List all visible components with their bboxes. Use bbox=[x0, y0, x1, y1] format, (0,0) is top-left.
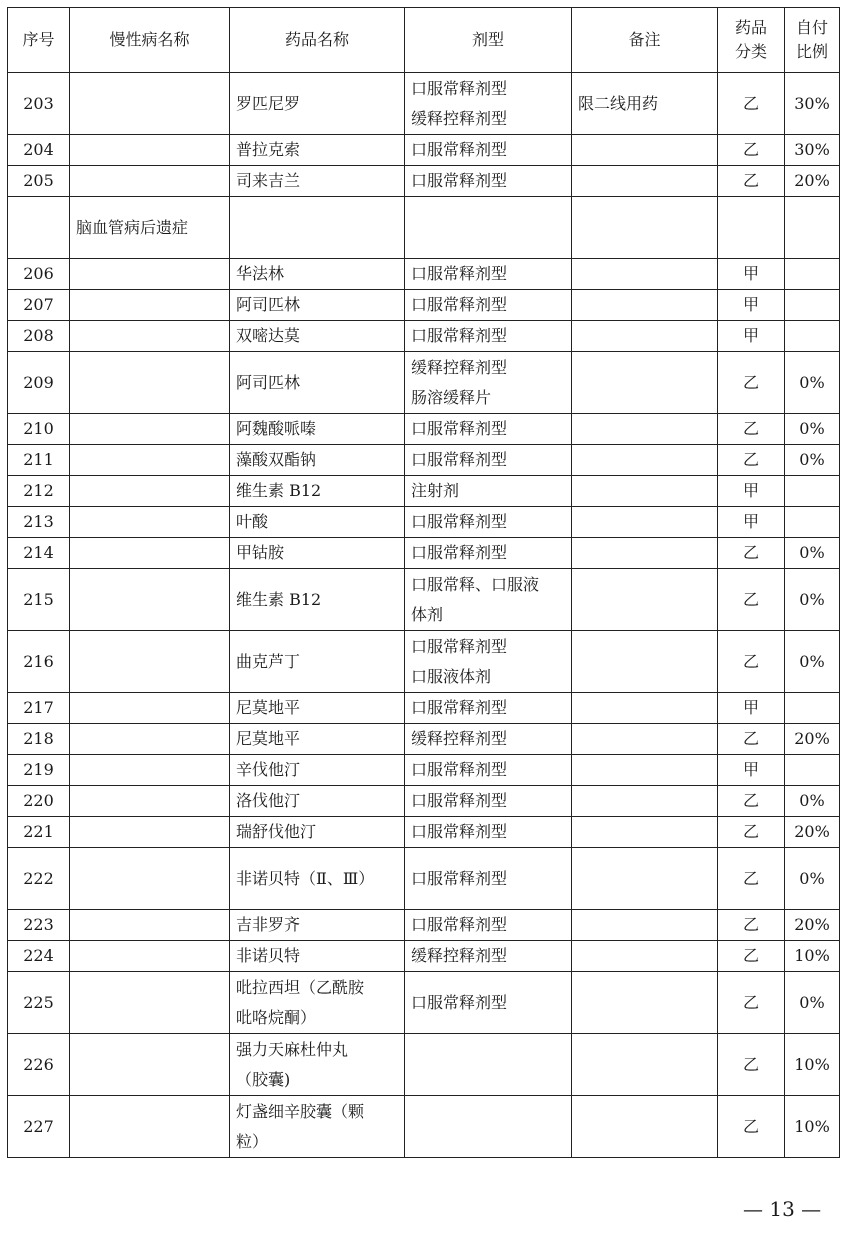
header-drug-name: 药品名称 bbox=[230, 8, 405, 73]
copay-ratio-cell bbox=[785, 693, 840, 724]
dosage-form-cell bbox=[405, 321, 572, 352]
row-number-cell: 203 bbox=[8, 73, 70, 135]
table-row bbox=[8, 786, 840, 817]
drug-class-cell: 乙 bbox=[718, 817, 785, 848]
drug-class-cell: 甲 bbox=[718, 755, 785, 786]
dosage-form-cell-line: 体剂 bbox=[411, 604, 444, 624]
dosage-form-cell bbox=[405, 352, 572, 414]
table-body bbox=[8, 73, 840, 1158]
drug-name-cell bbox=[230, 135, 405, 166]
note-cell bbox=[572, 941, 718, 972]
header-no: 序号 bbox=[8, 8, 70, 73]
dosage-form-cell-line: 口服常释剂型 bbox=[411, 760, 508, 779]
header-drug-class-line: 药品 bbox=[734, 18, 767, 37]
row-number-cell: 211 bbox=[8, 445, 70, 476]
disease-name-cell bbox=[70, 755, 230, 786]
note-cell bbox=[572, 166, 718, 197]
dosage-form-cell bbox=[405, 290, 572, 321]
drug-class-cell: 乙 bbox=[718, 724, 785, 755]
copay-ratio-cell: 0% bbox=[785, 445, 840, 476]
copay-ratio-cell: 0% bbox=[785, 848, 840, 910]
dosage-form-cell-line: 口服常释剂型 bbox=[411, 171, 508, 190]
drug-class-cell: 甲 bbox=[718, 259, 785, 290]
table-row bbox=[8, 972, 840, 1034]
drug-name-cell-line: 普拉克索 bbox=[236, 140, 301, 159]
table-row bbox=[8, 166, 840, 197]
drug-class-cell: 乙 bbox=[718, 414, 785, 445]
drug-name-cell-line: 阿司匹林 bbox=[236, 295, 301, 314]
drug-name-cell bbox=[230, 817, 405, 848]
drug-class-cell: 甲 bbox=[718, 693, 785, 724]
note-cell bbox=[572, 197, 718, 259]
dosage-form-cell-line: 口服常释剂型 bbox=[411, 822, 508, 841]
dosage-form-cell-line: 口服常释剂型 bbox=[411, 698, 508, 717]
disease-name-cell bbox=[70, 321, 230, 352]
drug-class-cell: 乙 bbox=[718, 941, 785, 972]
drug-name-cell-line: 吉非罗齐 bbox=[236, 915, 301, 934]
drug-class-cell: 乙 bbox=[718, 972, 785, 1034]
table-row bbox=[8, 290, 840, 321]
drug-class-cell: 甲 bbox=[718, 476, 785, 507]
dosage-form-cell bbox=[405, 507, 572, 538]
disease-name-cell bbox=[70, 259, 230, 290]
copay-ratio-cell: 20% bbox=[785, 166, 840, 197]
note-cell bbox=[572, 848, 718, 910]
disease-name-cell bbox=[70, 445, 230, 476]
dosage-form-cell bbox=[405, 724, 572, 755]
note-cell bbox=[572, 786, 718, 817]
table-row bbox=[8, 445, 840, 476]
note-cell bbox=[572, 693, 718, 724]
disease-name-cell bbox=[70, 73, 230, 135]
header-copay-ratio-line: 自付 bbox=[795, 18, 828, 37]
table-row bbox=[8, 321, 840, 352]
copay-ratio-cell: 20% bbox=[785, 817, 840, 848]
table-row bbox=[8, 476, 840, 507]
drug-name-cell bbox=[230, 290, 405, 321]
drug-name-cell-line: 曲克芦丁 bbox=[236, 651, 301, 671]
dosage-form-cell-line: 缓释控释剂型 bbox=[411, 729, 508, 748]
dosage-form-cell-line: 肠溶缓释片 bbox=[411, 387, 492, 407]
disease-name-cell bbox=[70, 817, 230, 848]
copay-ratio-cell bbox=[785, 321, 840, 352]
drug-name-cell-line: 强力天麻杜仲丸 bbox=[236, 1039, 349, 1059]
drug-name-cell-line: 藻酸双酯钠 bbox=[236, 450, 317, 469]
drug-name-cell bbox=[230, 755, 405, 786]
row-number-cell: 205 bbox=[8, 166, 70, 197]
note-cell bbox=[572, 445, 718, 476]
drug-name-cell-line: 叶酸 bbox=[236, 512, 269, 531]
drug-name-cell bbox=[230, 569, 405, 631]
dosage-form-cell bbox=[405, 910, 572, 941]
drug-name-cell bbox=[230, 166, 405, 197]
drug-class-cell: 乙 bbox=[718, 73, 785, 135]
dosage-form-cell-line: 口服常释剂型 bbox=[411, 868, 508, 888]
dosage-form-cell bbox=[405, 476, 572, 507]
drug-name-cell bbox=[230, 73, 405, 135]
row-number-cell: 218 bbox=[8, 724, 70, 755]
dosage-form-cell-line: 口服常释剂型 bbox=[411, 419, 508, 438]
drug-name-cell-line: 甲钴胺 bbox=[236, 543, 285, 562]
header-disease: 慢性病名称 bbox=[70, 8, 230, 73]
row-number-cell: 226 bbox=[8, 1034, 70, 1096]
disease-name-cell: 脑血管病后遗症 bbox=[70, 197, 230, 259]
drug-name-cell bbox=[230, 476, 405, 507]
copay-ratio-cell: 0% bbox=[785, 538, 840, 569]
drug-name-cell-line: 吡咯烷酮） bbox=[236, 1007, 317, 1027]
row-number-cell: 224 bbox=[8, 941, 70, 972]
dosage-form-cell-line: 口服常释剂型 bbox=[411, 140, 508, 159]
dosage-form-cell bbox=[405, 197, 572, 259]
note-cell bbox=[572, 910, 718, 941]
table-row bbox=[8, 817, 840, 848]
drug-name-cell bbox=[230, 414, 405, 445]
row-number-cell: 225 bbox=[8, 972, 70, 1034]
drug-name-cell bbox=[230, 538, 405, 569]
table-row bbox=[8, 197, 840, 259]
row-number-cell: 207 bbox=[8, 290, 70, 321]
disease-name-cell bbox=[70, 693, 230, 724]
drug-name-cell-line: 粒） bbox=[236, 1131, 269, 1151]
dosage-form-cell bbox=[405, 445, 572, 476]
copay-ratio-cell bbox=[785, 259, 840, 290]
drug-name-cell-line: 司来吉兰 bbox=[236, 171, 301, 190]
note-cell bbox=[572, 135, 718, 166]
table-row bbox=[8, 1096, 840, 1158]
note-cell bbox=[572, 1096, 718, 1158]
table-row bbox=[8, 631, 840, 693]
disease-name-cell bbox=[70, 724, 230, 755]
dosage-form-cell bbox=[405, 817, 572, 848]
drug-name-cell-line: 阿司匹林 bbox=[236, 372, 301, 392]
dosage-form-cell-line: 口服常释剂型 bbox=[411, 295, 508, 314]
dosage-form-cell bbox=[405, 73, 572, 135]
dosage-form-cell-line: 口服常释剂型 bbox=[411, 450, 508, 469]
copay-ratio-cell bbox=[785, 755, 840, 786]
copay-ratio-cell: 10% bbox=[785, 941, 840, 972]
drug-name-cell bbox=[230, 910, 405, 941]
drug-name-cell bbox=[230, 352, 405, 414]
note-cell bbox=[572, 507, 718, 538]
row-number-cell: 219 bbox=[8, 755, 70, 786]
copay-ratio-cell: 30% bbox=[785, 135, 840, 166]
drug-name-cell bbox=[230, 1096, 405, 1158]
dosage-form-cell-line: 口服液体剂 bbox=[411, 666, 492, 686]
disease-name-cell bbox=[70, 135, 230, 166]
copay-ratio-cell: 10% bbox=[785, 1096, 840, 1158]
dosage-form-cell-line: 缓释控释剂型 bbox=[411, 946, 508, 965]
row-number-cell: 217 bbox=[8, 693, 70, 724]
table-row bbox=[8, 569, 840, 631]
drug-name-cell bbox=[230, 786, 405, 817]
disease-name-cell bbox=[70, 1034, 230, 1096]
note-cell bbox=[572, 755, 718, 786]
drug-name-cell bbox=[230, 941, 405, 972]
dosage-form-cell-line: 缓释控释剂型 bbox=[411, 357, 508, 377]
drug-name-cell bbox=[230, 197, 405, 259]
row-number-cell: 220 bbox=[8, 786, 70, 817]
drug-class-cell: 乙 bbox=[718, 1096, 785, 1158]
copay-ratio-cell bbox=[785, 476, 840, 507]
note-cell bbox=[572, 321, 718, 352]
drug-name-cell-line: 华法林 bbox=[236, 264, 285, 283]
row-number-cell: 208 bbox=[8, 321, 70, 352]
dosage-form-cell bbox=[405, 755, 572, 786]
drug-name-cell-line: （胶囊) bbox=[236, 1069, 291, 1089]
dosage-form-cell bbox=[405, 972, 572, 1034]
dosage-form-cell bbox=[405, 848, 572, 910]
row-number-cell: 215 bbox=[8, 569, 70, 631]
table-row bbox=[8, 135, 840, 166]
row-number-cell: 222 bbox=[8, 848, 70, 910]
header-drug-class bbox=[718, 8, 785, 73]
row-number-cell: 223 bbox=[8, 910, 70, 941]
copay-ratio-cell bbox=[785, 197, 840, 259]
copay-ratio-cell: 30% bbox=[785, 73, 840, 135]
disease-name-cell bbox=[70, 848, 230, 910]
drug-class-cell: 乙 bbox=[718, 631, 785, 693]
drug-class-cell: 甲 bbox=[718, 290, 785, 321]
disease-name-cell bbox=[70, 414, 230, 445]
table-row bbox=[8, 73, 840, 135]
note-cell bbox=[572, 817, 718, 848]
note-cell bbox=[572, 972, 718, 1034]
dosage-form-cell-line: 口服常释剂型 bbox=[411, 992, 508, 1012]
row-number-cell: 227 bbox=[8, 1096, 70, 1158]
disease-name-cell bbox=[70, 972, 230, 1034]
dosage-form-cell-line: 口服常释剂型 bbox=[411, 78, 508, 98]
note-cell bbox=[572, 290, 718, 321]
drug-class-cell: 甲 bbox=[718, 507, 785, 538]
table-row bbox=[8, 414, 840, 445]
note-cell bbox=[572, 538, 718, 569]
copay-ratio-cell: 10% bbox=[785, 1034, 840, 1096]
copay-ratio-cell: 0% bbox=[785, 786, 840, 817]
copay-ratio-cell: 20% bbox=[785, 910, 840, 941]
note-cell bbox=[572, 476, 718, 507]
drug-class-cell: 乙 bbox=[718, 786, 785, 817]
drug-name-cell-line: 尼莫地平 bbox=[236, 698, 301, 717]
dosage-form-cell bbox=[405, 166, 572, 197]
copay-ratio-cell: 0% bbox=[785, 631, 840, 693]
drug-list-table bbox=[7, 7, 840, 1158]
dosage-form-cell-line: 口服常释剂型 bbox=[411, 915, 508, 934]
note-cell: 限二线用药 bbox=[572, 73, 718, 135]
dosage-form-cell bbox=[405, 786, 572, 817]
drug-name-cell-line: 灯盏细辛胶囊（颗 bbox=[236, 1101, 365, 1121]
dosage-form-cell bbox=[405, 135, 572, 166]
drug-class-cell: 乙 bbox=[718, 1034, 785, 1096]
dosage-form-cell-line: 缓释控释剂型 bbox=[411, 108, 508, 128]
dosage-form-cell bbox=[405, 941, 572, 972]
disease-name-cell bbox=[70, 166, 230, 197]
page-number: — 13 — bbox=[743, 1197, 822, 1221]
dosage-form-cell bbox=[405, 414, 572, 445]
disease-name-cell bbox=[70, 476, 230, 507]
dosage-form-cell bbox=[405, 538, 572, 569]
table-row bbox=[8, 259, 840, 290]
disease-name-cell bbox=[70, 631, 230, 693]
disease-name-cell bbox=[70, 507, 230, 538]
drug-name-cell-line: 维生素 B12 bbox=[236, 481, 322, 500]
disease-name-cell bbox=[70, 1096, 230, 1158]
dosage-form-cell-line: 口服常释剂型 bbox=[411, 791, 508, 810]
drug-name-cell bbox=[230, 848, 405, 910]
row-number-cell bbox=[8, 197, 70, 259]
disease-name-cell bbox=[70, 352, 230, 414]
document-page bbox=[7, 7, 839, 1221]
dosage-form-cell-line: 口服常释剂型 bbox=[411, 326, 508, 345]
note-cell bbox=[572, 631, 718, 693]
dosage-form-cell bbox=[405, 1096, 572, 1158]
dosage-form-cell bbox=[405, 569, 572, 631]
row-number-cell: 209 bbox=[8, 352, 70, 414]
drug-name-cell-line: 非诺贝特 bbox=[236, 946, 301, 965]
drug-name-cell-line: 阿魏酸哌嗪 bbox=[236, 419, 317, 438]
disease-name-cell bbox=[70, 569, 230, 631]
copay-ratio-cell: 0% bbox=[785, 352, 840, 414]
drug-name-cell-line: 尼莫地平 bbox=[236, 729, 301, 748]
row-number-cell: 212 bbox=[8, 476, 70, 507]
note-cell bbox=[572, 414, 718, 445]
copay-ratio-cell: 0% bbox=[785, 569, 840, 631]
header-dosage-form: 剂型 bbox=[405, 8, 572, 73]
disease-name-cell bbox=[70, 290, 230, 321]
table-row bbox=[8, 941, 840, 972]
disease-name-cell bbox=[70, 910, 230, 941]
dosage-form-cell bbox=[405, 631, 572, 693]
copay-ratio-cell bbox=[785, 507, 840, 538]
drug-name-cell-line: 洛伐他汀 bbox=[236, 791, 301, 810]
drug-name-cell bbox=[230, 445, 405, 476]
drug-class-cell: 乙 bbox=[718, 445, 785, 476]
disease-name-cell bbox=[70, 786, 230, 817]
dosage-form-cell-line: 注射剂 bbox=[411, 481, 460, 500]
copay-ratio-cell bbox=[785, 290, 840, 321]
header-drug-class-line: 分类 bbox=[734, 42, 767, 61]
row-number-cell: 204 bbox=[8, 135, 70, 166]
drug-name-cell-line: 非诺贝特（Ⅱ、Ⅲ） bbox=[236, 868, 375, 888]
disease-name-cell bbox=[70, 941, 230, 972]
table-row bbox=[8, 848, 840, 910]
copay-ratio-cell: 20% bbox=[785, 724, 840, 755]
note-cell bbox=[572, 569, 718, 631]
header-copay-ratio bbox=[785, 8, 840, 73]
drug-name-cell-line: 辛伐他汀 bbox=[236, 760, 301, 779]
drug-class-cell: 乙 bbox=[718, 538, 785, 569]
table-row bbox=[8, 755, 840, 786]
drug-name-cell bbox=[230, 321, 405, 352]
drug-class-cell: 乙 bbox=[718, 352, 785, 414]
drug-name-cell bbox=[230, 972, 405, 1034]
row-number-cell: 213 bbox=[8, 507, 70, 538]
dosage-form-cell-line: 口服常释剂型 bbox=[411, 264, 508, 283]
copay-ratio-cell: 0% bbox=[785, 414, 840, 445]
copay-ratio-cell: 0% bbox=[785, 972, 840, 1034]
row-number-cell: 216 bbox=[8, 631, 70, 693]
table-row bbox=[8, 352, 840, 414]
header-copay-ratio-line: 比例 bbox=[795, 42, 828, 61]
drug-name-cell bbox=[230, 631, 405, 693]
row-number-cell: 206 bbox=[8, 259, 70, 290]
table-row bbox=[8, 538, 840, 569]
row-number-cell: 221 bbox=[8, 817, 70, 848]
dosage-form-cell-line: 口服常释剂型 bbox=[411, 512, 508, 531]
disease-name-cell bbox=[70, 538, 230, 569]
drug-name-cell bbox=[230, 724, 405, 755]
dosage-form-cell-line: 口服常释、口服液 bbox=[411, 574, 540, 594]
dosage-form-cell-line: 口服常释剂型 bbox=[411, 543, 508, 562]
dosage-form-cell bbox=[405, 259, 572, 290]
drug-name-cell-line: 双嘧达莫 bbox=[236, 326, 301, 345]
drug-class-cell: 乙 bbox=[718, 910, 785, 941]
drug-class-cell: 乙 bbox=[718, 569, 785, 631]
drug-name-cell-line: 罗匹尼罗 bbox=[236, 93, 301, 113]
header-note: 备注 bbox=[572, 8, 718, 73]
note-cell bbox=[572, 352, 718, 414]
drug-name-cell-line: 瑞舒伐他汀 bbox=[236, 822, 317, 841]
drug-name-cell bbox=[230, 1034, 405, 1096]
drug-class-cell: 甲 bbox=[718, 321, 785, 352]
drug-class-cell bbox=[718, 197, 785, 259]
table-header-row bbox=[8, 8, 840, 73]
note-cell bbox=[572, 259, 718, 290]
drug-name-cell bbox=[230, 259, 405, 290]
row-number-cell: 214 bbox=[8, 538, 70, 569]
table-row bbox=[8, 910, 840, 941]
drug-name-cell bbox=[230, 507, 405, 538]
table-row bbox=[8, 1034, 840, 1096]
table-row bbox=[8, 507, 840, 538]
table-row bbox=[8, 693, 840, 724]
row-number-cell: 210 bbox=[8, 414, 70, 445]
drug-name-cell bbox=[230, 693, 405, 724]
dosage-form-cell-line: 口服常释剂型 bbox=[411, 636, 508, 656]
note-cell bbox=[572, 724, 718, 755]
dosage-form-cell bbox=[405, 1034, 572, 1096]
drug-class-cell: 乙 bbox=[718, 135, 785, 166]
drug-name-cell-line: 维生素 B12 bbox=[236, 589, 322, 609]
note-cell bbox=[572, 1034, 718, 1096]
drug-class-cell: 乙 bbox=[718, 848, 785, 910]
dosage-form-cell bbox=[405, 693, 572, 724]
drug-name-cell-line: 吡拉西坦（乙酰胺 bbox=[236, 977, 365, 997]
table-row bbox=[8, 724, 840, 755]
drug-class-cell: 乙 bbox=[718, 166, 785, 197]
